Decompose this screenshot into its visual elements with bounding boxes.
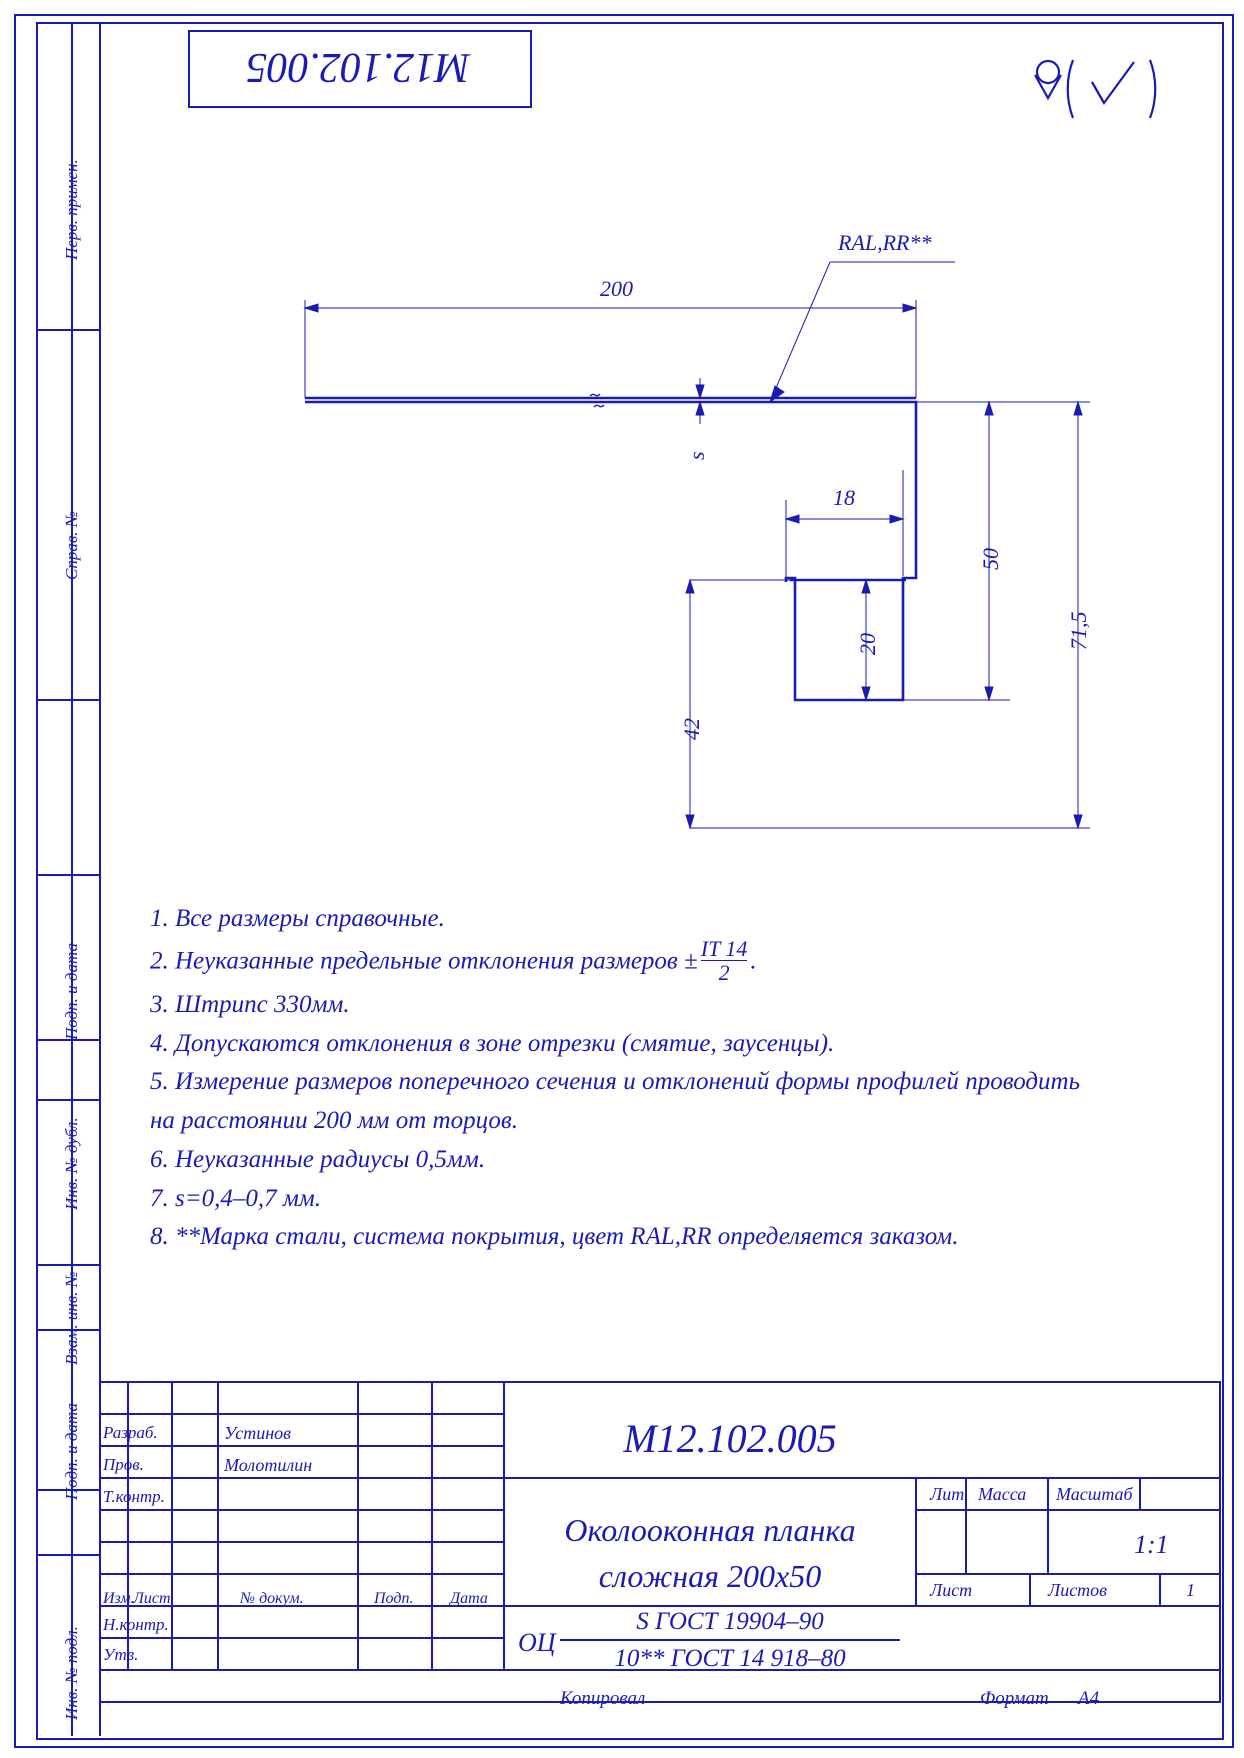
- left-label-podp-data-1: Подп. и дата: [62, 943, 81, 1040]
- tb-role-nkontr: Н.контр.: [103, 1615, 169, 1634]
- tb-role-razrab: Разраб.: [103, 1423, 158, 1442]
- dim-200-label: 200: [600, 276, 633, 301]
- tb-list-label: Лист: [930, 1580, 973, 1600]
- tb-format-label: Формат: [980, 1688, 1049, 1709]
- note-item-8: 8. **Марка стали, система покрытия, цвет RAL,RR определяется заказом.: [150, 1223, 959, 1251]
- note-2-suffix: .: [750, 947, 757, 975]
- tb-masshtab-label: Масштаб: [1056, 1484, 1133, 1504]
- tb-listov-label: Листов: [1048, 1580, 1107, 1600]
- tb-material-line2: 10** ГОСТ 14 918–80: [614, 1645, 846, 1672]
- dim-18-label: 18: [833, 485, 855, 510]
- note-item-7: 7. s=0,4–0,7 мм.: [150, 1184, 322, 1212]
- note-item-3: 3. Штрипс 330мм.: [150, 990, 350, 1018]
- tb-name-prov: Молотилин: [224, 1455, 313, 1475]
- tb-scale-value: 1:1: [1134, 1530, 1169, 1559]
- tb-material-line1: S ГОСТ 19904–90: [636, 1608, 824, 1635]
- tb-format-value: А4: [1078, 1688, 1100, 1709]
- left-label-podp-data-2: Подп. и дата: [62, 1403, 81, 1500]
- note-item-1: 1. Все размеры справочные.: [150, 905, 445, 932]
- fraction-numerator: IT 14: [700, 935, 748, 961]
- tb-col-doc-no: № докум.: [240, 1590, 304, 1607]
- tb-designation: M12.102.005: [623, 1416, 837, 1461]
- ral-callout-label: RAL,RR**: [838, 230, 932, 255]
- note-item-6: 6. Неуказанные радиусы 0,5мм.: [150, 1145, 486, 1173]
- tb-role-prov: Пров.: [103, 1455, 144, 1474]
- tb-kopiroval: Копировал: [560, 1688, 646, 1709]
- left-label-inv-dubl: Инв. № дубл.: [62, 1117, 81, 1210]
- tb-part-name-line1: Околооконная планка: [564, 1512, 856, 1548]
- note-item-5: 5. Измерение размеров поперечного сечения и отклонений формы профилей проводить на расстоянии 200 мм от торцов.: [150, 1068, 1080, 1135]
- dim-thickness-label: s: [684, 451, 709, 460]
- left-label-inv-podl: Инв. № подл.: [62, 1626, 81, 1720]
- dim-50-label: 50: [978, 548, 1003, 570]
- left-label-perv-primen: Перв. примен.: [62, 159, 81, 260]
- dim-20-label: 20: [855, 633, 880, 655]
- tb-role-utv: Утв.: [103, 1645, 139, 1664]
- note-item-2: 2. Неуказанные предельные отклонения размеров ±: [150, 947, 698, 975]
- dim-42-label: 42: [679, 718, 704, 740]
- tb-listov-value: 1: [1186, 1580, 1195, 1600]
- fraction-denominator: 2: [701, 960, 748, 984]
- tb-material-prefix: ОЦ: [518, 1628, 556, 1657]
- tb-massa-label: Масса: [978, 1484, 1027, 1504]
- tb-role-tkontr: Т.контр.: [103, 1487, 165, 1506]
- tb-name-razrab: Устинов: [224, 1423, 291, 1443]
- dim-715-label: 71,5: [1066, 611, 1091, 650]
- tb-col-izm: Изм.: [103, 1590, 135, 1607]
- note-item-4: 4. Допускаются отклонения в зоне отрезки (смятие, заусенцы).: [150, 1029, 835, 1057]
- tb-col-list: Лист: [133, 1590, 171, 1607]
- tb-col-podp: Подп.: [374, 1590, 414, 1607]
- top-designation-text: M12.102.005: [246, 44, 470, 90]
- tb-lit-label: Лит.: [930, 1484, 969, 1504]
- tb-part-name-line2: сложная 200x50: [598, 1558, 822, 1594]
- left-label-sprav: Справ. №: [62, 511, 81, 580]
- left-label-vzam-inv: Взам. инв. №: [62, 1271, 81, 1365]
- tb-col-data: Дата: [450, 1590, 488, 1607]
